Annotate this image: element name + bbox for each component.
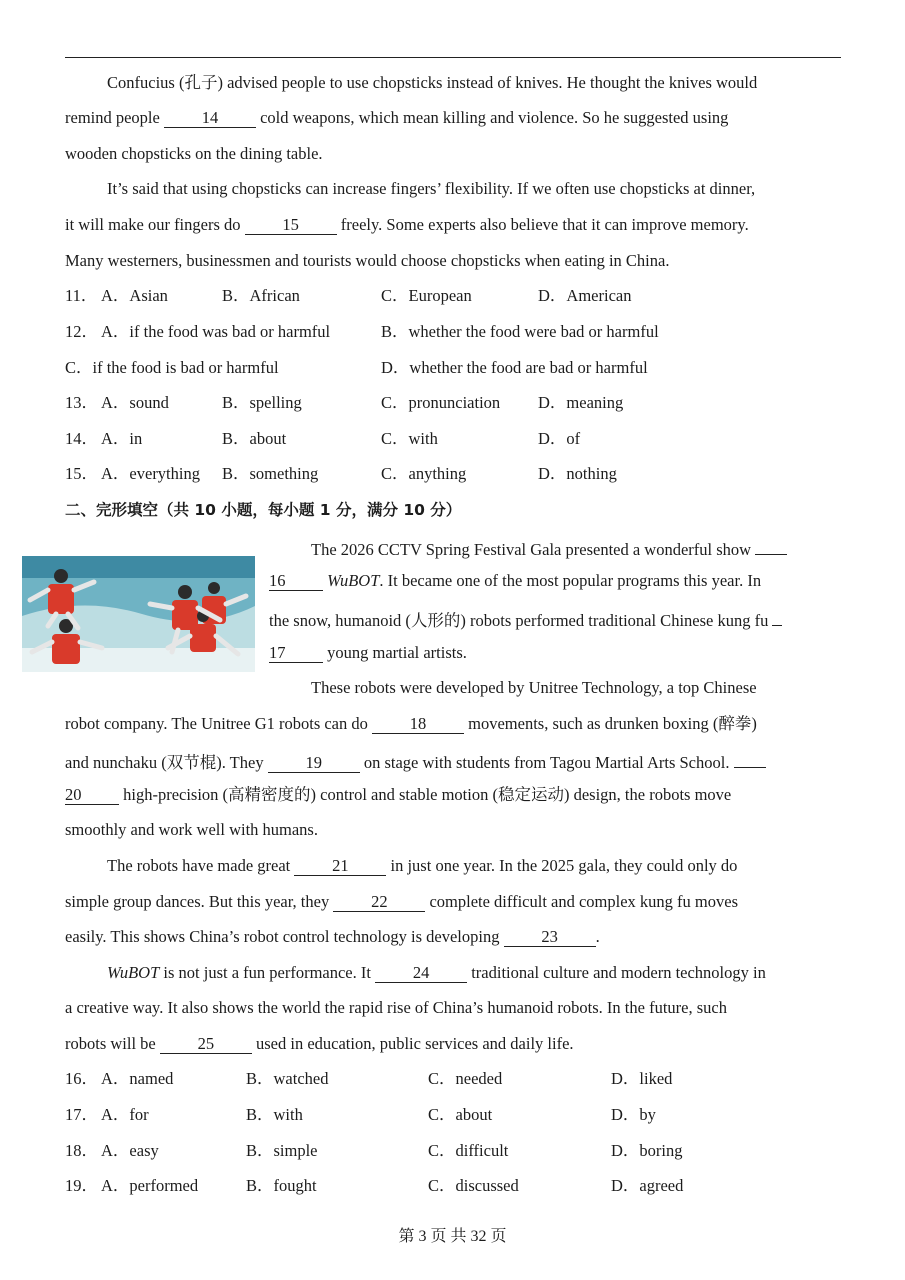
answer-option[interactable]: A．performed	[101, 1176, 199, 1195]
answer-option[interactable]: A．in	[101, 429, 143, 448]
passage-line: remind people 14 cold weapons, which mean killing and violence. So he suggested using	[65, 108, 729, 127]
answer-option[interactable]: B．fought	[246, 1176, 317, 1195]
answer-option[interactable]: B．watched	[246, 1069, 329, 1088]
answer-option[interactable]: C．with	[381, 429, 438, 448]
answer-option[interactable]: A．everything	[101, 464, 200, 483]
answer-option[interactable]: A．if the food was bad or harmful	[101, 322, 331, 341]
passage-line: robots will be 25 used in education, public services and daily life.	[65, 1034, 574, 1053]
passage-line: The 2026 CCTV Spring Festival Gala presented a wonderful show	[311, 535, 787, 561]
passage-line: 17 young martial artists.	[269, 643, 467, 662]
answer-blank-17: 17	[269, 643, 323, 663]
passage-line: The robots have made great 21 in just one year. In the 2025 gala, they could only do	[107, 856, 738, 875]
robot-kungfu-photo	[22, 556, 255, 672]
answer-option[interactable]: C．if the food is bad or harmful	[65, 358, 279, 377]
answer-option[interactable]: A．Asian	[101, 286, 168, 305]
answer-option[interactable]: A．named	[101, 1069, 174, 1088]
answer-option[interactable]: D．boring	[611, 1141, 683, 1160]
question-number: 15．	[65, 464, 98, 483]
answer-option[interactable]: B．simple	[246, 1141, 318, 1160]
answer-option[interactable]: A．for	[101, 1105, 149, 1124]
passage-line: WuBOT is not just a fun performance. It 24 traditional culture and modern technology in	[107, 963, 766, 982]
passage-line: Many westerners, businessmen and tourists would choose chopsticks when eating in China.	[65, 251, 670, 270]
answer-option[interactable]: D．nothing	[538, 464, 617, 483]
passage-line: wooden chopsticks on the dining table.	[65, 144, 323, 163]
answer-blank-line	[734, 748, 766, 768]
question-number: 11．	[65, 286, 98, 305]
answer-option[interactable]: C．European	[381, 286, 472, 305]
answer-option[interactable]: D．whether the food are bad or harmful	[381, 358, 648, 377]
answer-blank-22: 22	[333, 892, 425, 912]
answer-blank-25: 25	[160, 1034, 252, 1054]
answer-option[interactable]: C．anything	[381, 464, 467, 483]
question-number: 19．	[65, 1176, 98, 1195]
answer-option[interactable]: A．sound	[101, 393, 169, 412]
question-number: 16．	[65, 1069, 98, 1088]
answer-option[interactable]: B．something	[222, 464, 319, 483]
answer-blank-14: 14	[164, 108, 256, 128]
answer-option[interactable]: B．about	[222, 429, 287, 448]
passage-line: simple group dances. But this year, they 22 complete difficult and complex kung fu moves	[65, 892, 738, 911]
question-number: 12．	[65, 322, 98, 341]
passage-line: smoothly and work well with humans.	[65, 820, 318, 839]
passage-line: robot company. The Unitree G1 robots can do 18 movements, such as drunken boxing (醉拳)	[65, 714, 757, 733]
answer-option[interactable]: D．American	[538, 286, 632, 305]
answer-blank-18: 18	[372, 714, 464, 734]
answer-option[interactable]: D．agreed	[611, 1176, 684, 1195]
passage-line: a creative way. It also shows the world the rapid rise of China’s humanoid robots. In the future, such	[65, 998, 727, 1017]
passage-line: easily. This shows China’s robot control technology is developing 23 .	[65, 927, 600, 946]
question-number: 18．	[65, 1141, 98, 1160]
answer-blank-line	[772, 606, 782, 626]
answer-option[interactable]: D．of	[538, 429, 581, 448]
answer-option[interactable]: C．about	[428, 1105, 493, 1124]
answer-blank-19: 19	[268, 753, 360, 773]
passage-line: 16 WuBOT. It became one of the most popular programs this year. In	[269, 571, 762, 590]
italic-title: WuBOT	[327, 571, 380, 590]
answer-option[interactable]: A．easy	[101, 1141, 159, 1160]
answer-option[interactable]: B．spelling	[222, 393, 302, 412]
answer-blank-21: 21	[294, 856, 386, 876]
answer-option[interactable]: D．liked	[611, 1069, 673, 1088]
question-number: 14．	[65, 429, 98, 448]
answer-blank-24: 24	[375, 963, 467, 983]
page-footer: 第 3 页 共 32 页	[398, 1228, 507, 1245]
section-title: 二、完形填空（共 10 小题，每小题 1 分，满分 10 分）	[65, 501, 462, 519]
answer-option[interactable]: C．pronunciation	[381, 393, 501, 412]
answer-blank-23: 23	[504, 927, 596, 947]
answer-option[interactable]: D．meaning	[538, 393, 624, 412]
answer-option[interactable]: B．with	[246, 1105, 303, 1124]
answer-option[interactable]: D．by	[611, 1105, 656, 1124]
question-number: 17．	[65, 1105, 98, 1124]
question-number: 13．	[65, 393, 98, 412]
passage-line: 20 high-precision (高精密度的) control and stable motion (稳定运动) design, the robots move	[65, 785, 732, 804]
answer-blank-16: 16	[269, 571, 323, 591]
answer-blank-20: 20	[65, 785, 119, 805]
passage-line: Confucius (孔子) advised people to use chopsticks instead of knives. He thought the knives would	[107, 73, 758, 92]
answer-option[interactable]: C．discussed	[428, 1176, 519, 1195]
robot-illustration	[22, 556, 255, 672]
passage-line: and nunchaku (双节棍). They 19 on stage with students from Tagou Martial Arts School.	[65, 748, 766, 774]
answer-option[interactable]: B．African	[222, 286, 300, 305]
passage-line: It’s said that using chopsticks can increase fingers’ flexibility. If we often use chopsticks at dinner,	[107, 179, 756, 198]
passage-line: it will make our fingers do 15 freely. Some experts also believe that it can improve memory.	[65, 215, 749, 234]
passage-line: These robots were developed by Unitree Technology, a top Chinese	[311, 678, 757, 697]
italic-title: WuBOT	[107, 963, 160, 982]
answer-option[interactable]: C．needed	[428, 1069, 503, 1088]
passage-line: the snow, humanoid (人形的) robots performed traditional Chinese kung fu	[269, 606, 782, 632]
answer-option[interactable]: B．whether the food were bad or harmful	[381, 322, 659, 341]
answer-option[interactable]: C．difficult	[428, 1141, 509, 1160]
header-rule	[65, 57, 841, 58]
answer-blank-line	[755, 535, 787, 555]
answer-blank-15: 15	[245, 215, 337, 235]
